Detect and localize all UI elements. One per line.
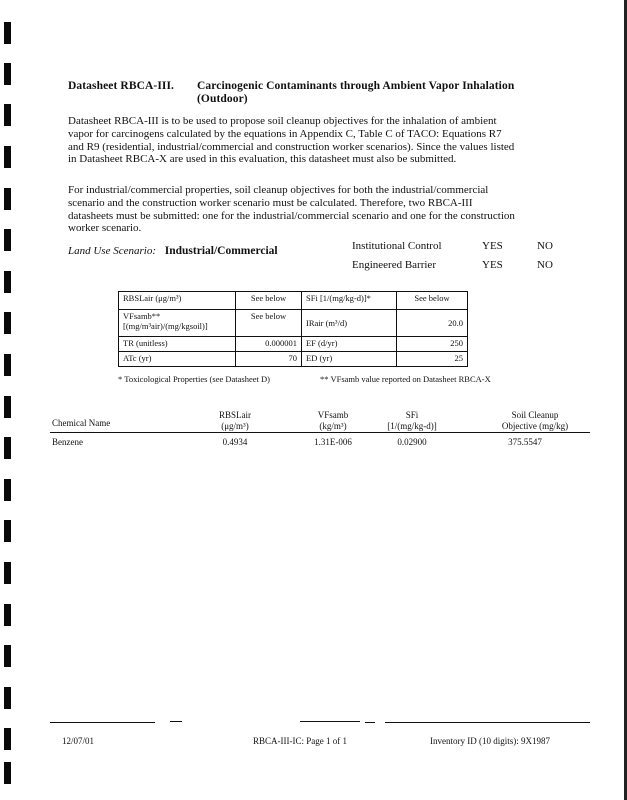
col-header-vfsamb	[298, 410, 368, 432]
intro-line: vapor for carcinogens calculated by the equations in Appendix C, Table C of TACO: Equations R7	[68, 127, 502, 140]
col-header-line: (kg/m³)	[319, 421, 347, 431]
col-header-chemical: Chemical Name	[52, 418, 111, 428]
binder-mark	[4, 728, 11, 750]
binder-mark	[4, 104, 11, 126]
param-value: 70	[236, 352, 302, 367]
param-label: ED (yr)	[302, 352, 397, 367]
param-value: See below	[397, 292, 468, 310]
result-sfi: 0.02900	[397, 437, 427, 447]
intro-line: Datasheet RBCA-III is to be used to propose soil cleanup objectives for the inhalation of ambient	[68, 115, 497, 127]
param-label: SFi [1/(mg/kg-d)]*	[302, 292, 397, 310]
binder-mark	[4, 396, 11, 418]
table-row	[119, 337, 468, 352]
param-value: 250	[397, 337, 468, 352]
binder-mark	[4, 520, 11, 542]
datasheet-label: Datasheet RBCA-III.	[68, 80, 175, 92]
control-engineered-yes: YES	[482, 259, 503, 271]
col-header-line: Soil Cleanup	[511, 410, 559, 420]
land-use-value: Industrial/Commercial	[164, 245, 278, 257]
binder-mark	[4, 479, 11, 501]
col-header-line: SFi	[405, 410, 419, 420]
col-header-soil	[485, 410, 585, 432]
industrial-line: scenario and the construction worker scenario must be calculated. Therefore, two RBCA-III	[68, 196, 473, 209]
binder-mark	[4, 146, 11, 168]
binder-mark	[4, 645, 11, 667]
intro-line: in Datasheet RBCA-X are used in this evaluation, this datasheet must also be submitted.	[68, 153, 457, 166]
result-chemical: Benzene	[52, 437, 83, 447]
datasheet-heading	[68, 80, 515, 105]
footer-date: 12/07/01	[62, 736, 95, 746]
control-engineered-no: NO	[537, 259, 553, 271]
datasheet-title: Carcinogenic Contaminants through Ambient Vapor Inhalation (Outdoor)	[197, 80, 515, 105]
param-label: EF (d/yr)	[302, 337, 397, 352]
col-header-line: Objective (mg/kg)	[501, 421, 569, 431]
footnote-vfsamb: ** VFsamb value reported on Datasheet RBCA-X	[320, 374, 491, 384]
results-header-rule	[50, 432, 590, 433]
control-institutional-name: Institutional Control	[352, 240, 442, 252]
binder-mark	[4, 354, 11, 376]
control-institutional-no: NO	[537, 240, 553, 252]
col-header-line: (μg/m³)	[221, 421, 249, 431]
param-value: See below	[236, 292, 302, 310]
binder-mark	[4, 687, 11, 709]
param-value: 25	[397, 352, 468, 367]
param-value: 20.0	[397, 310, 468, 337]
intro-paragraph	[68, 115, 588, 166]
footer-page: RBCA-III-IC: Page 1 of 1	[253, 736, 347, 746]
footer-rule	[170, 721, 182, 722]
col-header-line: VFsamb	[317, 410, 349, 420]
footnote-toxicology: * Toxicological Properties (see Datasheet D)	[118, 374, 270, 384]
param-label-line: [(mg/m³air)/(mg/kgsoil)]	[123, 321, 208, 331]
land-use-scenario	[68, 245, 278, 257]
industrial-line: For industrial/commercial properties, soil cleanup objectives for both the industrial/commercial	[68, 184, 489, 196]
industrial-paragraph	[68, 184, 588, 235]
param-label: ATc (yr)	[119, 352, 236, 367]
binder-mark	[4, 188, 11, 210]
binder-mark	[4, 604, 11, 626]
parameter-table	[118, 291, 468, 367]
footer-rule	[385, 722, 590, 723]
intro-line: and R9 (residential, industrial/commercial and construction worker scenarios). Since the values listed	[68, 140, 515, 153]
param-value: 0.000001	[236, 337, 302, 352]
col-header-line: RBSLair	[218, 410, 251, 420]
param-value: See below	[236, 310, 302, 337]
footer-rule	[365, 722, 375, 723]
result-vfsamb: 1.31E-006	[314, 437, 352, 447]
param-label: RBSLair (μg/m³)	[119, 292, 236, 310]
result-soil-objective: 375.5547	[508, 437, 542, 447]
footer-rule	[300, 721, 360, 722]
control-institutional-yes: YES	[482, 240, 503, 252]
binder-mark	[4, 437, 11, 459]
table-row	[119, 310, 468, 337]
table-row	[119, 352, 468, 367]
table-row	[119, 292, 468, 310]
binder-mark	[4, 762, 11, 784]
footer-rule	[50, 722, 155, 723]
col-header-sfi	[372, 410, 452, 432]
industrial-line: worker scenario.	[68, 222, 142, 235]
col-header-rbsl	[205, 410, 265, 432]
param-label: TR (unitless)	[119, 337, 236, 352]
binder-mark	[4, 22, 11, 44]
binder-mark	[4, 229, 11, 251]
binder-mark	[4, 312, 11, 334]
param-label: IRair (m³/d)	[302, 310, 397, 337]
industrial-line: datasheets must be submitted: one for the industrial/commercial scenario and one for the construction	[68, 209, 515, 222]
binder-mark	[4, 63, 11, 85]
footer-inventory: Inventory ID (10 digits): 9X1987	[430, 736, 550, 746]
binder-mark	[4, 562, 11, 584]
result-rbsl: 0.4934	[222, 437, 248, 447]
col-header-line: [1/(mg/kg-d)]	[387, 421, 437, 431]
param-label	[119, 310, 236, 337]
control-engineered-name: Engineered Barrier	[352, 259, 436, 271]
binder-mark	[4, 271, 11, 293]
land-use-label: Land Use Scenario:	[68, 245, 156, 257]
param-label-line: VFsamb**	[123, 311, 161, 321]
